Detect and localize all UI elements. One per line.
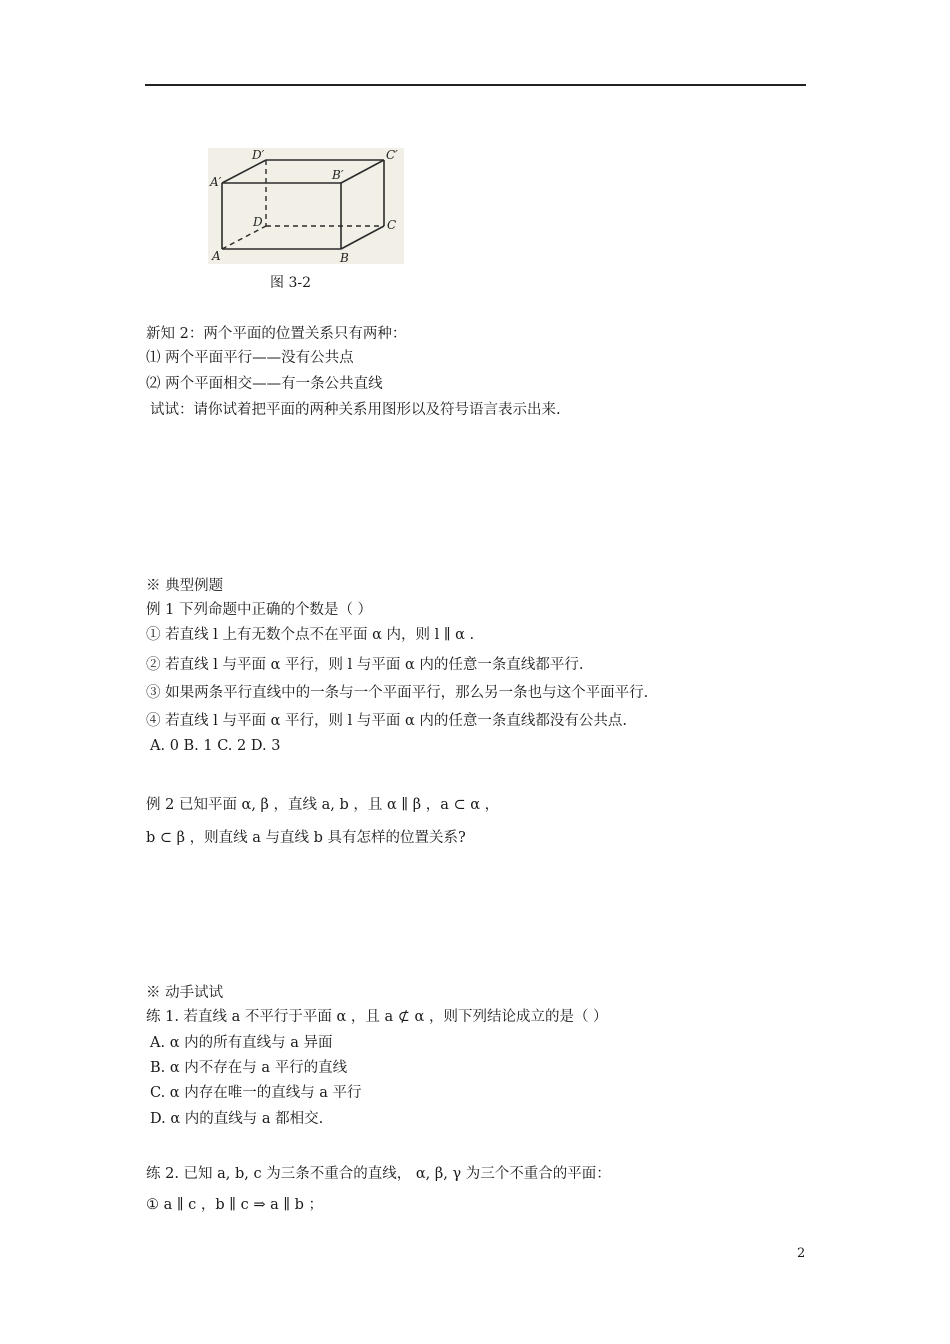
header-rule: [145, 84, 806, 86]
example1-options: A. 0 B. 1 C. 2 D. 3: [150, 738, 281, 754]
label-a: A: [212, 249, 221, 263]
cuboid-figure: [208, 148, 404, 264]
example1-title: 例 1 下列命题中正确的个数是（ ）: [146, 602, 373, 618]
practice1-option-b: B. α 内不存在与 a 平行的直线: [150, 1060, 348, 1076]
example1-statement2: ② 若直线 l 与平面 α 平行，则 l 与平面 α 内的任意一条直线都平行.: [146, 657, 584, 673]
page-number: 2: [797, 1246, 806, 1261]
new-knowledge-item2: ⑵ 两个平面相交——有一条公共直线: [146, 376, 383, 392]
practice1-option-a: A. α 内的所有直线与 a 异面: [150, 1035, 333, 1051]
label-a1: A′: [210, 175, 222, 189]
practice1-title: 练 1. 若直线 a 不平行于平面 α ，且 a ⊄ α ，则下列结论成立的是（ ）: [146, 1009, 608, 1025]
practice1-option-c: C. α 内存在唯一的直线与 a 平行: [150, 1085, 362, 1101]
label-b1: B′: [332, 168, 344, 182]
label-d: D: [253, 215, 263, 229]
example2-line1: 例 2 已知平面 α, β ，直线 a, b ，且 α ∥ β ，a ⊂ α ，: [146, 797, 500, 813]
practice2-item1: ① a ∥ c ，b ∥ c ⇒ a ∥ b ；: [146, 1197, 324, 1213]
practice1-option-d: D. α 内的直线与 a 都相交.: [150, 1111, 324, 1127]
label-c1: C′: [386, 148, 398, 162]
new-knowledge-title: 新知 2：两个平面的位置关系只有两种：: [146, 326, 407, 342]
examples-heading: ※ 典型例题: [146, 578, 224, 594]
cuboid-diagram: [208, 148, 404, 264]
example1-statement3: ③ 如果两条平行直线中的一条与一个平面平行，那么另一条也与这个平面平行.: [146, 685, 649, 701]
example2-line2: b ⊂ β ，则直线 a 与直线 b 具有怎样的位置关系?: [146, 830, 466, 846]
new-knowledge-item1: ⑴ 两个平面平行——没有公共点: [146, 350, 354, 366]
practice-heading: ※ 动手试试: [146, 985, 224, 1001]
label-d1: D′: [252, 148, 265, 162]
example1-statement4: ④ 若直线 l 与平面 α 平行，则 l 与平面 α 内的任意一条直线都没有公共点.: [146, 713, 627, 729]
example1-statement1: ① 若直线 l 上有无数个点不在平面 α 内，则 l ∥ α .: [146, 627, 475, 643]
practice2-title: 练 2. 已知 a, b, c 为三条不重合的直线， α, β, γ 为三个不重合的平面：: [146, 1166, 611, 1182]
label-b: B: [340, 251, 349, 264]
try-prompt: 试试：请你试着把平面的两种关系用图形以及符号语言表示出来.: [150, 402, 561, 418]
figure-caption: 图 3-2: [270, 275, 311, 291]
label-c: C: [387, 218, 397, 232]
